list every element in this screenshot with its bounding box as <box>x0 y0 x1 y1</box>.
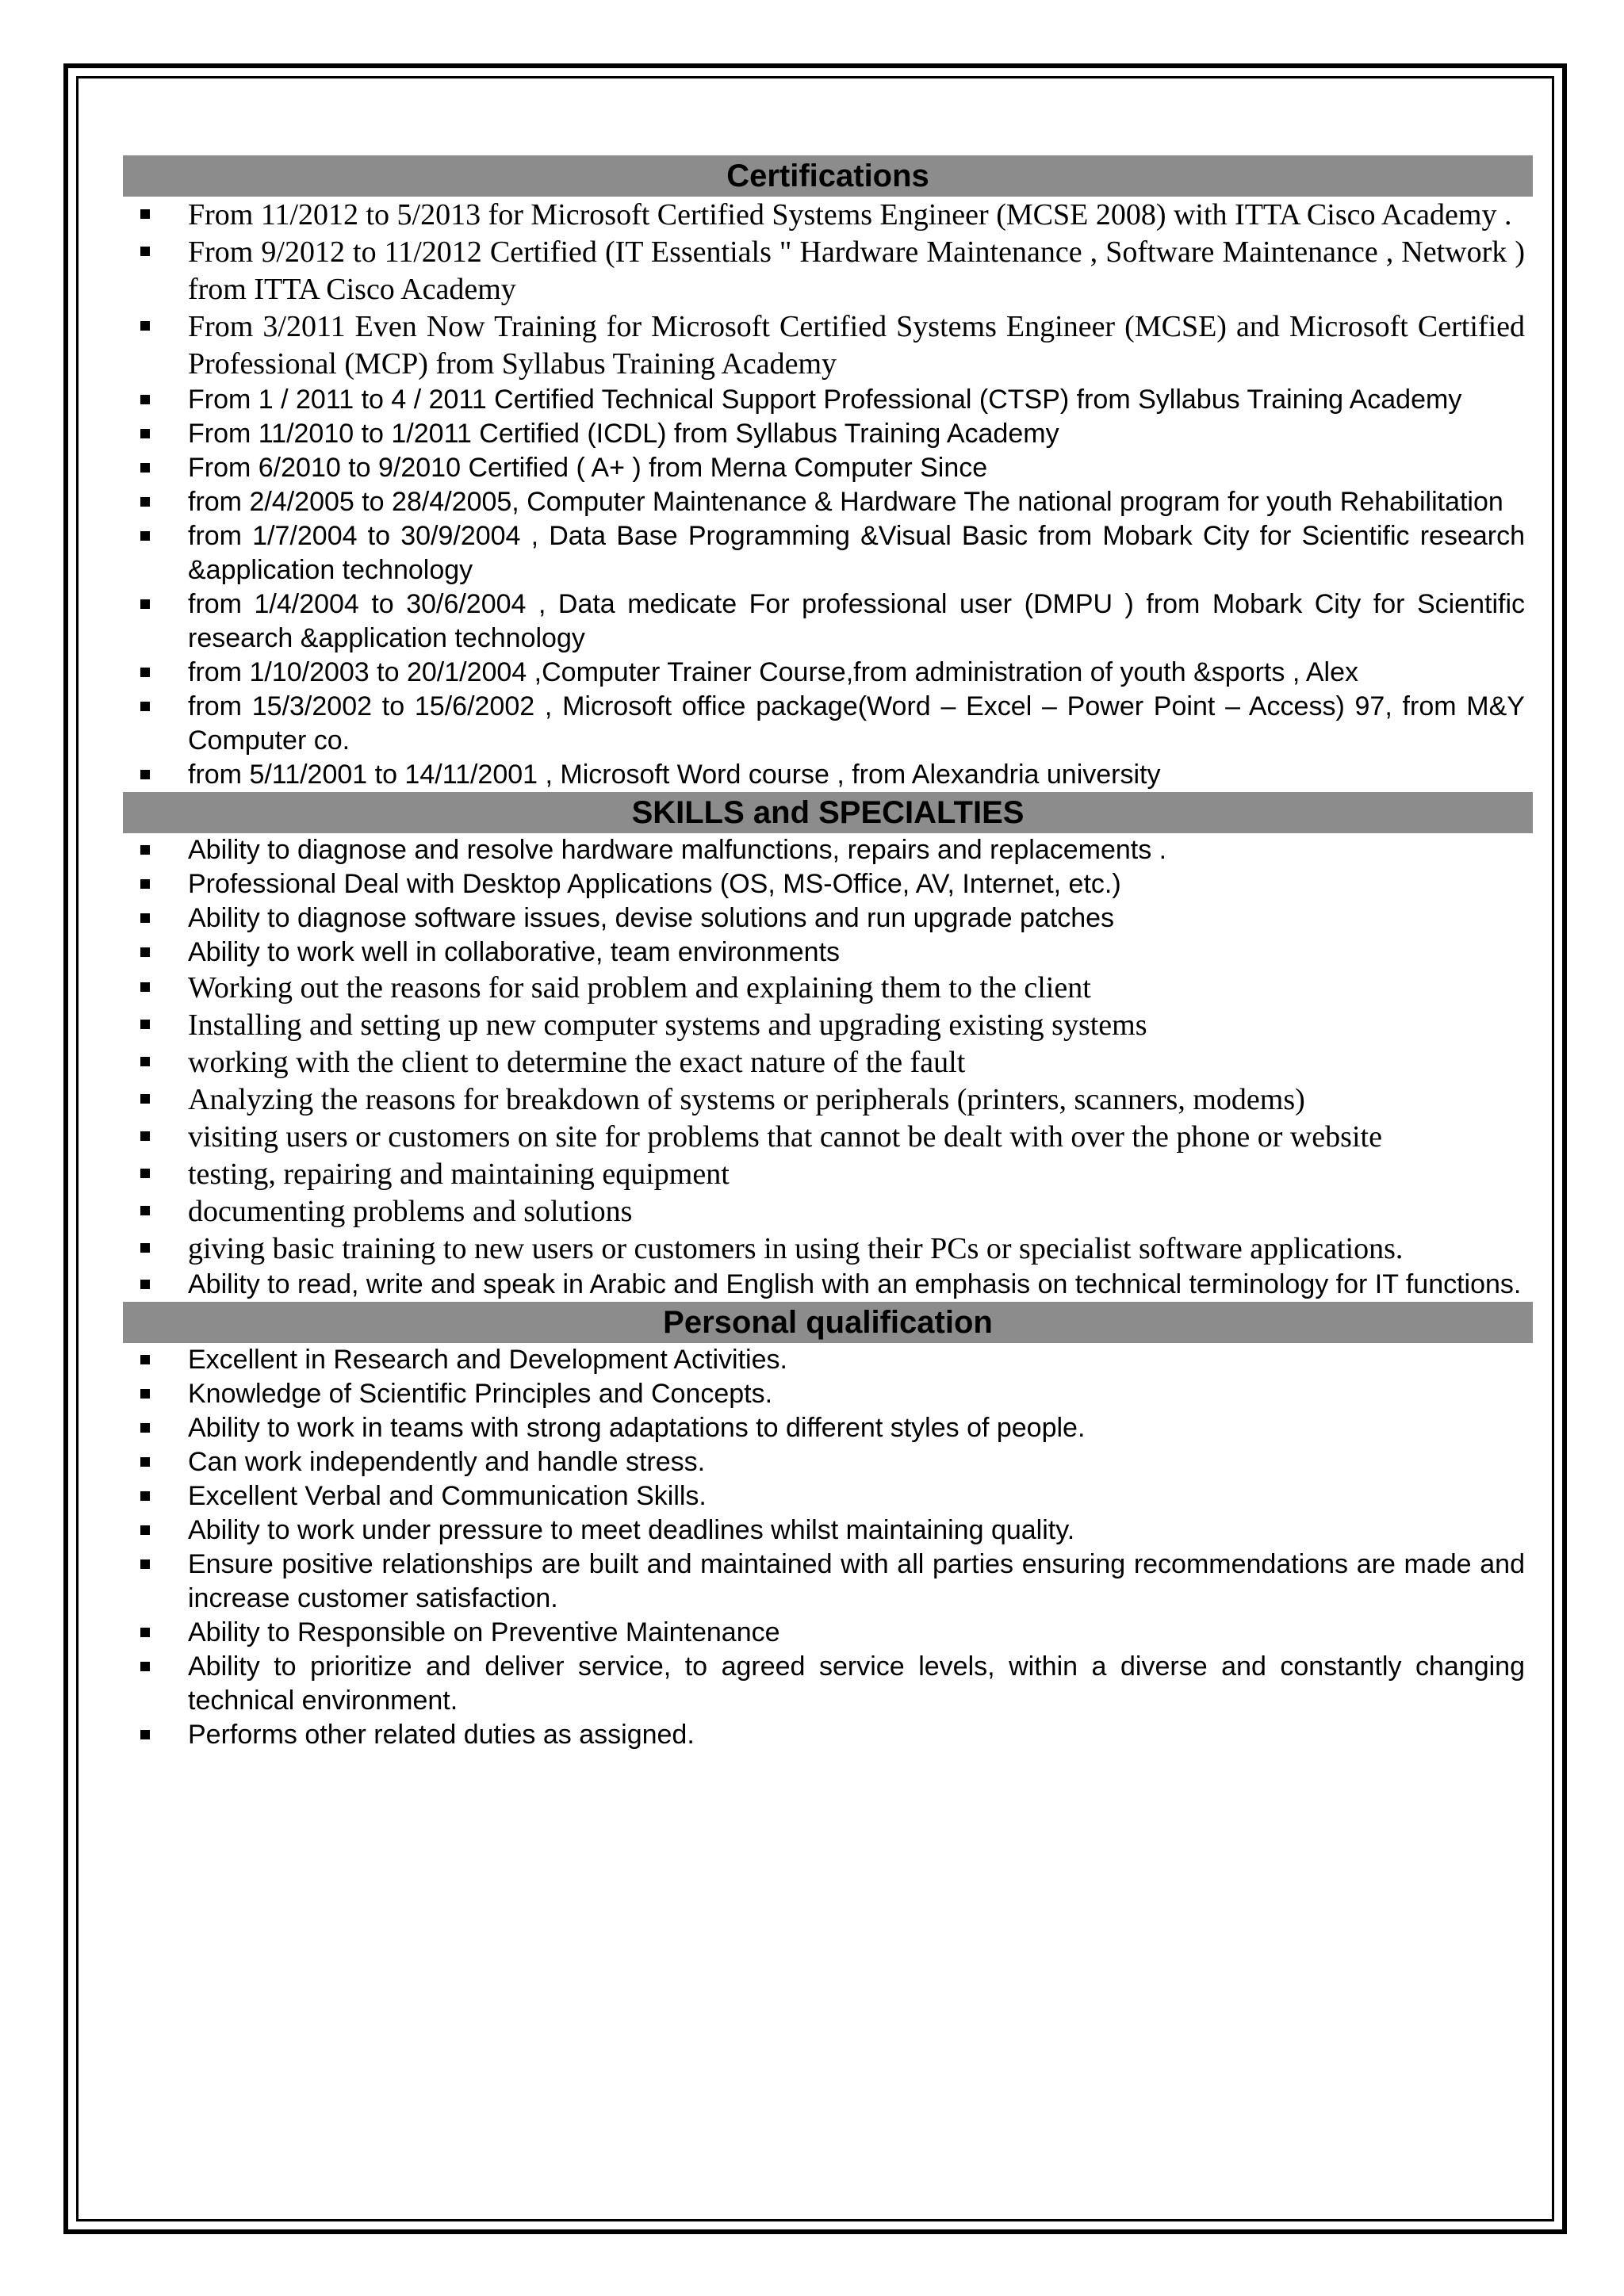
square-bullet-icon <box>140 1491 150 1501</box>
list-item <box>123 1119 1533 1156</box>
list-item <box>123 417 1533 451</box>
square-bullet-icon <box>140 429 150 438</box>
list-item-text: from 1/4/2004 to 30/6/2004 , Data medicate For professional user (DMPU ) from Mobark City for Scientific research &application technology <box>188 589 1525 653</box>
list-item <box>123 519 1533 587</box>
list-item <box>123 1377 1533 1411</box>
square-bullet-icon <box>140 497 150 507</box>
square-bullet-icon <box>140 1662 150 1671</box>
list-item <box>123 234 1533 308</box>
list-item <box>123 1411 1533 1445</box>
list-item-text: Installing and setting up new computer systems and upgrading existing systems <box>188 1008 1147 1042</box>
list-item-text: Performs other related duties as assigned. <box>188 1720 695 1750</box>
list-item <box>123 1268 1533 1302</box>
square-bullet-icon <box>140 1389 150 1399</box>
section-certifications <box>123 155 1533 792</box>
list-item-text: from 1/7/2004 to 30/9/2004 , Data Base Programming &Visual Basic from Mobark City for Scientific research &application technology <box>188 521 1525 585</box>
list-item <box>123 936 1533 970</box>
list-item-text: Ability to work in teams with strong adaptations to different styles of people. <box>188 1413 1086 1443</box>
list-item <box>123 308 1533 383</box>
list-item-text: Professional Deal with Desktop Applications (OS, MS-Office, AV, Internet, etc.) <box>188 869 1121 899</box>
list-item <box>123 383 1533 417</box>
list-item <box>123 901 1533 936</box>
square-bullet-icon <box>140 845 150 855</box>
list-item-text: visiting users or customers on site for problems that cannot be dealt with over the phone or website <box>188 1120 1382 1154</box>
square-bullet-icon <box>140 209 150 219</box>
list-item-text: documenting problems and solutions <box>188 1195 633 1228</box>
list-item-text: Analyzing the reasons for breakdown of systems or peripherals (printers, scanners, modems) <box>188 1083 1305 1116</box>
square-bullet-icon <box>140 1131 150 1141</box>
list-item-text: Can work independently and handle stress. <box>188 1447 706 1477</box>
list-item <box>123 867 1533 901</box>
list-item <box>123 758 1533 792</box>
list-item-text: Excellent Verbal and Communication Skills. <box>188 1481 707 1511</box>
list-item-text: Excellent in Research and Development Activities. <box>188 1345 787 1375</box>
list-item <box>123 1081 1533 1119</box>
resume-content <box>123 155 1533 1752</box>
list-item-text: Ability to diagnose software issues, devise solutions and run upgrade patches <box>188 903 1115 933</box>
list-item <box>123 690 1533 758</box>
square-bullet-icon <box>140 1355 150 1364</box>
list-item-text: from 1/10/2003 to 20/1/2004 ,Computer Trainer Course,from administration of youth &sports , Alex <box>188 657 1358 687</box>
section-skills-and-specialties <box>123 792 1533 1302</box>
list-item <box>123 1650 1533 1718</box>
square-bullet-icon <box>140 770 150 779</box>
square-bullet-icon <box>140 1169 150 1178</box>
section-personal-qualification <box>123 1302 1533 1752</box>
list-item-text: testing, repairing and maintaining equipment <box>188 1158 730 1191</box>
list-item-text: Working out the reasons for said problem and explaining them to the client <box>188 971 1091 1004</box>
square-bullet-icon <box>140 1057 150 1066</box>
square-bullet-icon <box>140 599 150 609</box>
list-item <box>123 485 1533 519</box>
list-item-text: From 3/2011 Even Now Training for Microsoft Certified Systems Engineer (MCSE) and Microsoft Certified Professional (MCP) from Syllabus Training Academy <box>188 310 1525 381</box>
square-bullet-icon <box>140 1423 150 1433</box>
list-item-text: Ensure positive relationships are built and maintained with all parties ensuring recommendations are made and increase customer satisfaction. <box>188 1549 1525 1613</box>
square-bullet-icon <box>140 395 150 404</box>
section-header: Personal qualification <box>123 1302 1533 1343</box>
square-bullet-icon <box>140 321 150 331</box>
list-item <box>123 1156 1533 1193</box>
list-item <box>123 1193 1533 1230</box>
list-item-text: Ability to read, write and speak in Arabic and English with an emphasis on technical terminology for IT functions. <box>188 1269 1522 1299</box>
section-header: SKILLS and SPECIALTIES <box>123 792 1533 833</box>
list-item-text: from 2/4/2005 to 28/4/2005, Computer Maintenance & Hardware The national program for youth Rehabilitation <box>188 487 1503 517</box>
bullet-list <box>123 1343 1533 1752</box>
list-item <box>123 656 1533 690</box>
list-item <box>123 1230 1533 1268</box>
list-item-text: From 11/2012 to 5/2013 for Microsoft Certified Systems Engineer (MCSE 2008) with ITTA Cisco Academy . <box>188 198 1512 232</box>
list-item <box>123 1513 1533 1548</box>
list-item-text: From 11/2010 to 1/2011 Certified (ICDL) from Syllabus Training Academy <box>188 419 1059 449</box>
list-item <box>123 1044 1533 1081</box>
section-header: Certifications <box>123 155 1533 197</box>
list-item <box>123 587 1533 656</box>
square-bullet-icon <box>140 1559 150 1569</box>
square-bullet-icon <box>140 1280 150 1289</box>
bullet-list <box>123 833 1533 1302</box>
square-bullet-icon <box>140 1094 150 1104</box>
list-item <box>123 451 1533 485</box>
square-bullet-icon <box>140 531 150 541</box>
square-bullet-icon <box>140 247 150 256</box>
bullet-list <box>123 197 1533 792</box>
list-item <box>123 833 1533 867</box>
list-item <box>123 1343 1533 1377</box>
list-item-text: From 1 / 2011 to 4 / 2011 Certified Technical Support Professional (CTSP) from Syllabus Training Academy <box>188 385 1462 415</box>
list-item-text: Ability to prioritize and deliver service, to agreed service levels, within a diverse and constantly changing technical environment. <box>188 1651 1525 1716</box>
square-bullet-icon <box>140 668 150 677</box>
square-bullet-icon <box>140 1457 150 1467</box>
list-item-text: From 6/2010 to 9/2010 Certified ( A+ ) from Merna Computer Since <box>188 453 988 483</box>
list-item-text: Ability to work well in collaborative, team environments <box>188 937 841 967</box>
list-item-text: working with the client to determine the exact nature of the fault <box>188 1046 966 1079</box>
square-bullet-icon <box>140 702 150 711</box>
square-bullet-icon <box>140 1243 150 1253</box>
square-bullet-icon <box>140 1525 150 1535</box>
square-bullet-icon <box>140 879 150 889</box>
square-bullet-icon <box>140 1206 150 1215</box>
square-bullet-icon <box>140 1730 150 1739</box>
list-item <box>123 1007 1533 1044</box>
square-bullet-icon <box>140 463 150 473</box>
list-item-text: Ability to Responsible on Preventive Maintenance <box>188 1617 780 1647</box>
list-item <box>123 197 1533 234</box>
list-item-text: from 15/3/2002 to 15/6/2002 , Microsoft office package(Word – Excel – Power Point – Access) 97, from M&Y Computer co. <box>188 691 1525 756</box>
list-item <box>123 1548 1533 1616</box>
list-item <box>123 1616 1533 1650</box>
list-item-text: from 5/11/2001 to 14/11/2001 , Microsoft Word course , from Alexandria university <box>188 760 1161 790</box>
list-item-text: From 9/2012 to 11/2012 Certified (IT Essentials " Hardware Maintenance , Software Maintenance , Network ) from ITTA Cisco Academy <box>188 235 1525 306</box>
list-item-text: Knowledge of Scientific Principles and Concepts. <box>188 1379 773 1409</box>
list-item-text: Ability to work under pressure to meet deadlines whilst maintaining quality. <box>188 1515 1075 1545</box>
list-item-text: giving basic training to new users or customers in using their PCs or specialist software applications. <box>188 1232 1404 1265</box>
list-item <box>123 1479 1533 1513</box>
list-item <box>123 1445 1533 1479</box>
square-bullet-icon <box>140 1628 150 1637</box>
square-bullet-icon <box>140 913 150 923</box>
list-item <box>123 970 1533 1007</box>
square-bullet-icon <box>140 982 150 992</box>
square-bullet-icon <box>140 1020 150 1029</box>
list-item <box>123 1718 1533 1752</box>
list-item-text: Ability to diagnose and resolve hardware malfunctions, repairs and replacements . <box>188 835 1167 865</box>
square-bullet-icon <box>140 947 150 957</box>
